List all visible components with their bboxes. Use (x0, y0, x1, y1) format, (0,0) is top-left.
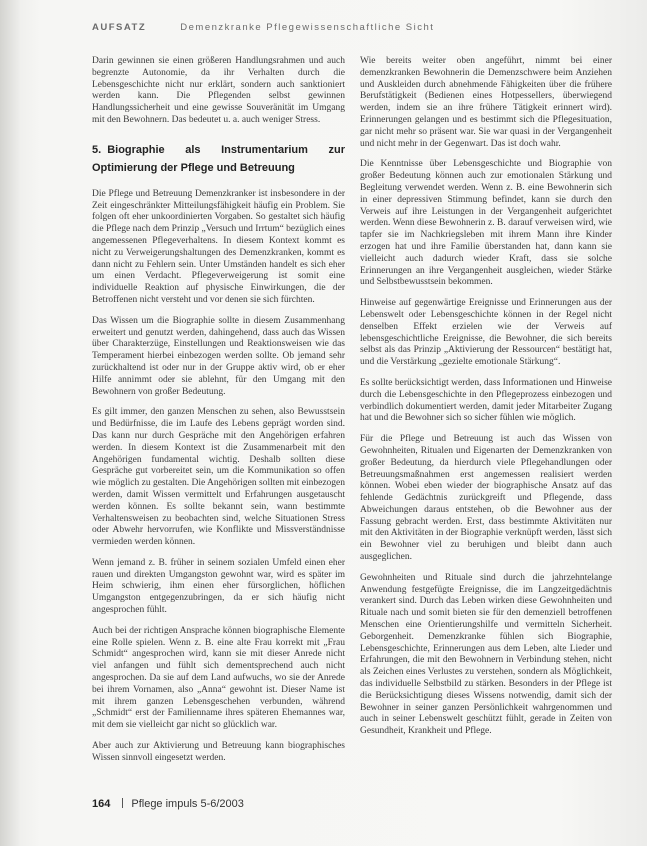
header-section-label: AUFSATZ (92, 22, 147, 33)
paragraph: Für die Pflege und Betreuung ist auch das Wissen von Gewohnheiten, Ritualen und Eigenarten der Demenzkranken von großer Bedeutung, da hierdurch viele Pflegehandlungen oder Betreuungsmaßnahmen erst angemessen realisiert werden können. Wobei eben wieder der biographische Ansatz auf das fehlende Gedächtnis zurückgreift und Pflegende, dass Abweichungen daraus entstehen, ob die Bewohner aus der Fassung gebracht werden. Erst, dass bestimmte Aktivitäten nur mit den Aktivitäten in der Biographie verknüpft werden, lässt sich ein Bewohner viel zu beruhigen und bleibt dann auch ausgeglichen. (360, 434, 612, 563)
paragraph: Darin gewinnen sie einen größeren Handlungsrahmen und auch begrenzte Autonomie, da ihr Verhalten durch die Lebensgeschichte nicht nur erklärt, sondern auch sanktioniert werden kann. Die Pflegenden selbst gewinnen Handlungssicherheit und eine gewisse Souveränität im Umgang mit den Bewohnern. Das bedeutet u. a. auch weniger Stress. (92, 56, 345, 125)
page-footer (92, 794, 392, 812)
journal-name: Pflege impuls 5-6/2003 (131, 798, 244, 810)
paragraph: Wie bereits weiter oben angeführt, nimmt bei einer demenzkranken Bewohnerin die Demenzschwere beim Anziehen und Auskleiden durch abnehmende Fähigkeiten über die frühere Berufstätigkeit (Bedienen eines Hotpessellers, überwiegend werden, indem sie an ihre frühere Tätigkeit erinnert wird). Erinnerungen gelangen und es bestimmt sich die Pflegesituation, gar nicht mehr so präsent war. Sie war quasi in der Vergangenheit und nicht mehr in der Gegenwart. Das ist doch wahr. (360, 56, 612, 149)
section-number: 5. (92, 143, 102, 156)
paragraph: Auch bei der richtigen Ansprache können biographische Elemente eine Rolle spielen. Wenn z. B. eine alte Frau korrekt mit „Frau Schmidt“ angesprochen wird, kann sie mit dieser Anrede nicht viel anfangen und fühlt sich dementsprechend auch nicht angesprochen. Da sie auf dem Land aufwuchs, wo sie der Anrede bei ihrem Vornamen, also „Anna“ gewohnt ist. Dieser Name ist mit ihrem ganzen Lebensgeschehen verbunden, während „Schmidt“ erst der Familienname ihres späteren Ehemannes war, mit dem sie vielleicht gar nicht so glücklich war. (92, 625, 345, 731)
scan-shadow (0, 0, 20, 846)
footer-divider (122, 798, 123, 808)
running-header (92, 22, 572, 36)
paragraph: Aber auch zur Aktivierung und Betreuung kann biographisches Wissen sinnvoll eingesetzt werden. (92, 741, 345, 763)
paragraph: Die Pflege und Betreuung Demenzkranker ist insbesondere in der Zeit eingeschränkter Mitteilungsfähigkeit häufig ein Problem. Sie folgen oft eher unkoordinierten Vorgaben. So gestaltet sich häufig die Pflege nach dem Prinzip „Versuch und Irrtum“ bezüglich eines angemessenen Pflegeverhaltens. In diesem Kontext kommt es nicht zu Verweigerungshaltungen des Demenzkranken, kommt es dann nicht zu Fehlern sein. Unter Umständen handelt es sich eher um einen Verdacht. Pflegeverweigerung ist somit eine individuelle Reaktion auf physische Einwirkungen, die der Betroffenen nicht versteht und vor denen sie sich fürchten. (92, 188, 345, 305)
paragraph: Es gilt immer, den ganzen Menschen zu sehen, also Bewusstsein und Bedürfnisse, die im Laufe des Lebens geprägt worden sind. Das kann nur durch Gespräche mit den Angehörigen erfahren werden. In diesem Kontext ist die Zusammenarbeit mit den Angehörigen fundamental wichtig. Deshalb sollten diese Gespräche gut vorbereitet sein, um die Kommunikation so offen wie möglich zu gestalten. Die Angehörigen sollten mit einbezogen werden, damit Wissen vermittelt und Erfahrungen ausgetauscht werden können. Es sollte bekannt sein, wann bestimmte Verhaltensweisen zu beobachten sind, welche Situationen Stress oder Abwehr hervorrufen, wie Konflikte und Missverständnisse vermieden werden können. (92, 407, 346, 548)
paragraph: Es sollte berücksichtigt werden, dass Informationen und Hinweise durch die Lebensgeschichte in den Pflegeprozess einbezogen und verbindlich dokumentiert werden, damit jeder Mitarbeiter Zugang hat und die Bewohner sich so sicher fühlen wie möglich. (360, 377, 612, 424)
section-heading (92, 141, 345, 177)
left-column (92, 56, 345, 774)
paragraph: Das Wissen um die Biographie sollte in diesem Zusammenhang erweitert und genutzt werden, dahingehend, dass auch das Wissen über Charakterzüge, Einstellungen und Reaktionsweisen wie das Temperament hierbei einbezogen werden sollte. Ob jemand sehr zurückhaltend ist oder nur in der Gruppe aktiv wird, ob er eher Hilfe annimmt oder sie ablehnt, für den Umgang mit den Bewohnern von großer Bedeutung. (92, 315, 345, 397)
paragraph: Hinweise auf gegenwärtige Ereignisse und Erinnerungen aus der Lebenswelt oder Lebensgeschichte können in der Regel nicht denselben Effekt erzielen wie der Verweis auf lebensgeschichtliche Ereignisse, die Bewohner, die sich bereits selbst als das Prinzip „Aktivierung der Ressourcen“ bestätigt hat, und die Verstärkung „gezielte emotionale Stärkung“. (360, 298, 612, 368)
right-column (360, 56, 612, 747)
header-running-title: Demenzkranke Pflegewissenschaftliche Sicht (180, 22, 435, 33)
paragraph: Die Kenntnisse über Lebensgeschichte und Biographie von großer Bedeutung können auch zur emotionalen Stärkung und Begleitung verwendet werden. Wenn z. B. eine Bewohnerin sich in einer depressiven Stimmung befindet, kann sie durch den Verweis auf ihre Leistungen in der Vergangenheit aufgerichtet werden. Wenn diese Bewohnerin z. B. darauf verweisen wird, wie tapfer sie im Nachkriegsleben mit ihrem Mann ihre Kinder erzogen hat und ihre Familie überstanden hat, dann kann sie vielleicht auch dadurch wieder Kraft, dass sie solche Erinnerungen an ihre Vergangenheit ausgleichen, wieder Stärke und Selbstbewusstsein bekommen. (360, 159, 612, 288)
paragraph: Wenn jemand z. B. früher in seinem sozialen Umfeld einen eher rauen und direkten Umgangston gewohnt war, wird es später im Heim schwierig, ihm einen eher fürsorglichen, höflichen Umgangston entgegenzubringen, da er sich häufig nicht angesprochen fühlt. (92, 557, 345, 616)
paragraph: Gewohnheiten und Rituale sind durch die jahrzehntelange Anwendung festgefügte Ereignisse, die im Langzeitgedächtnis verankert sind. Durch das Leben wirken diese Gewohnheiten und Rituale nach und somit bieten sie für den demenziell betroffenen Menschen eine Orientierungshilfe und vermitteln Sicherheit. Geborgenheit. Demenzkranke fühlen sich Biographie, Lebensgeschichte, Erinnerungen aus dem Leben, alte Lieder und Erfahrungen, die mit den Bewohnern in Verbindung stehen, nicht als Zeichen eines Verlustes zu verstehen, sondern als Möglichkeit, das individuelle Selbstbild zu stärken. Besonders in der Pflege ist die Berücksichtigung dieses Wissens notwendig, damit sich der Bewohner in seiner ganzen Persönlichkeit wahrgenommen und auch in seiner Lebenswelt geschützt fühlt, gerade in Zeiten von Gesundheit, Krankheit und Pflege. (360, 572, 612, 737)
section-title: Biographie als Instrumentarium zur Optimierung der Pflege und Betreuung (92, 143, 345, 174)
page-number: 164 (92, 798, 111, 810)
